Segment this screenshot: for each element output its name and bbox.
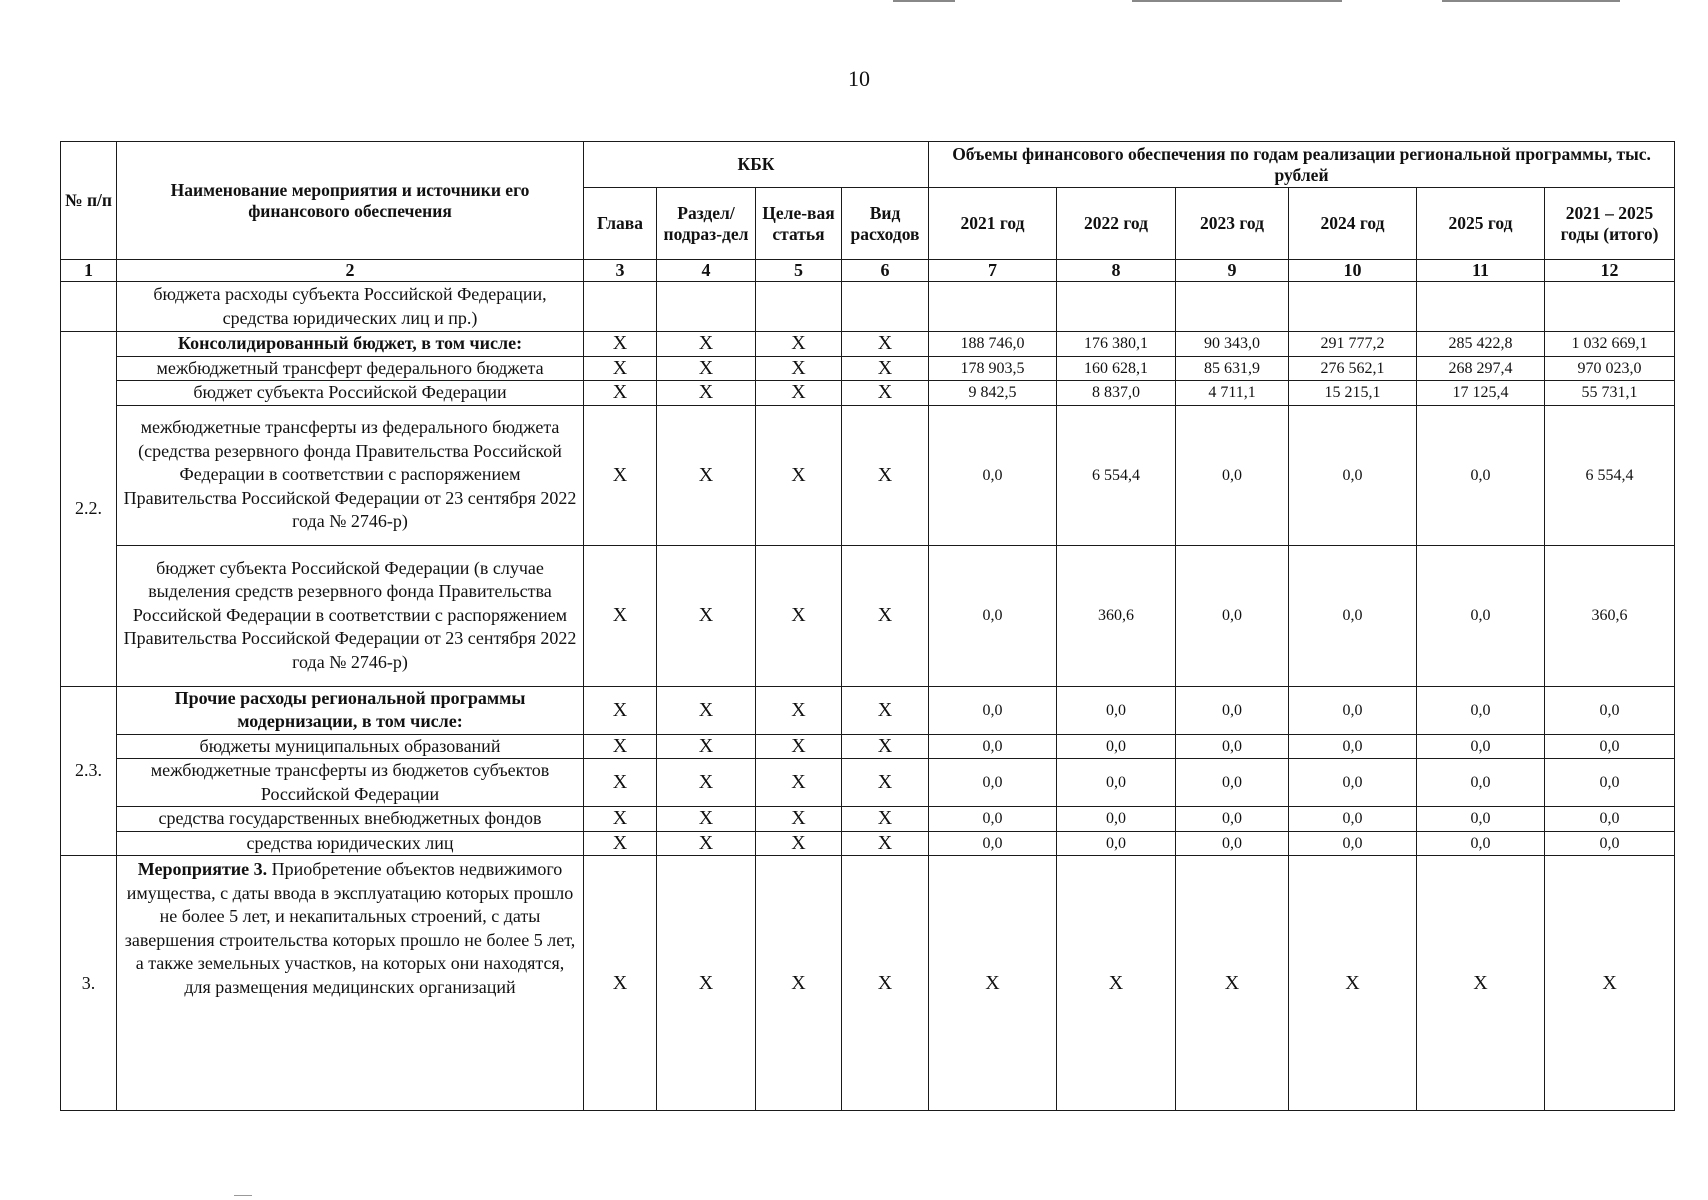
value-cell: 0,0	[929, 734, 1057, 759]
value-cell	[1417, 282, 1545, 332]
value-cell: X	[1289, 856, 1417, 1111]
value-cell: 188 746,0	[929, 332, 1057, 357]
kbk-cell: X	[584, 734, 657, 759]
value-cell: 285 422,8	[1417, 332, 1545, 357]
value-cell: X	[1545, 856, 1675, 1111]
value-cell: 0,0	[1417, 759, 1545, 807]
row-name: бюджеты муниципальных образований	[117, 734, 584, 759]
kbk-cell: X	[756, 356, 842, 381]
kbk-cell: X	[584, 686, 657, 734]
value-cell: 0,0	[1417, 405, 1545, 545]
value-cell: 0,0	[1545, 686, 1675, 734]
value-cell: 291 777,2	[1289, 332, 1417, 357]
header-name: Наименование мероприятия и источники его финансового обеспечения	[117, 142, 584, 260]
value-cell: X	[1057, 856, 1176, 1111]
row-name: Прочие расходы региональной программы модернизации, в том числе:	[117, 686, 584, 734]
value-cell: 0,0	[1176, 807, 1289, 832]
row-name: бюджет субъекта Российской Федерации (в случае выделения средств резервного фонда Правительства Российской Федерации в соответствии с распоряжением Правительства Российской Федерации от 23 сентября 2022 года № 2746-р)	[117, 545, 584, 686]
row-name: средства государственных внебюджетных фондов	[117, 807, 584, 832]
value-cell: 970 023,0	[1545, 356, 1675, 381]
value-cell: 0,0	[1545, 734, 1675, 759]
table-row	[61, 807, 1675, 832]
kbk-cell: X	[584, 856, 657, 1111]
scan-artifact-line	[1132, 0, 1342, 2]
column-number: 12	[1545, 260, 1675, 282]
value-cell: 1 032 669,1	[1545, 332, 1675, 357]
kbk-cell: X	[657, 356, 756, 381]
value-cell: 0,0	[1289, 405, 1417, 545]
column-number: 3	[584, 260, 657, 282]
value-cell: 6 554,4	[1057, 405, 1176, 545]
value-cell: 0,0	[929, 831, 1057, 856]
value-cell: 4 711,1	[1176, 381, 1289, 406]
kbk-cell: X	[842, 332, 929, 357]
row-number: 3.	[61, 856, 117, 1111]
value-cell: 0,0	[1417, 831, 1545, 856]
kbk-cell	[756, 282, 842, 332]
scan-artifact-mark	[234, 1195, 252, 1196]
value-cell: 0,0	[1057, 831, 1176, 856]
scan-artifact-line	[1442, 0, 1620, 2]
value-cell: 0,0	[929, 759, 1057, 807]
kbk-cell: X	[657, 405, 756, 545]
row-name	[117, 856, 584, 1111]
header-year-total: 2021 – 2025 годы (итого)	[1545, 188, 1675, 260]
header-year: 2023 год	[1176, 188, 1289, 260]
kbk-cell: X	[842, 831, 929, 856]
value-cell: 178 903,5	[929, 356, 1057, 381]
measure-description: Приобретение объектов недвижимого имущества, с даты ввода в эксплуатацию которых прошло не более 5 лет, и некапитальных строений, с даты завершения строительства которых прошло не более 5 лет, а также земельных участков, на которых они находятся, для размещения медицинских организаций	[124, 859, 576, 997]
value-cell: X	[1176, 856, 1289, 1111]
row-name: бюджета расходы субъекта Российской Федерации, средства юридических лиц и пр.)	[117, 282, 584, 332]
kbk-cell: X	[842, 405, 929, 545]
column-number-row	[61, 260, 1675, 282]
header-num: № п/п	[61, 142, 117, 260]
financing-table	[60, 141, 1675, 1111]
kbk-cell: X	[756, 405, 842, 545]
kbk-cell: X	[584, 332, 657, 357]
kbk-cell: X	[842, 686, 929, 734]
table-row	[61, 686, 1675, 734]
value-cell: 0,0	[1289, 759, 1417, 807]
header-year: 2021 год	[929, 188, 1057, 260]
kbk-cell: X	[657, 545, 756, 686]
kbk-cell: X	[584, 356, 657, 381]
row-number: 2.2.	[61, 332, 117, 687]
header-glava: Глава	[584, 188, 657, 260]
value-cell: 0,0	[1417, 734, 1545, 759]
kbk-cell: X	[756, 734, 842, 759]
header-row	[61, 142, 1675, 188]
table-row	[61, 381, 1675, 406]
kbk-cell: X	[657, 332, 756, 357]
header-kbk: КБК	[584, 142, 929, 188]
value-cell: 0,0	[1417, 686, 1545, 734]
kbk-cell: X	[756, 807, 842, 832]
kbk-cell: X	[584, 831, 657, 856]
value-cell: 8 837,0	[1057, 381, 1176, 406]
column-number: 11	[1417, 260, 1545, 282]
column-number: 5	[756, 260, 842, 282]
value-cell: 0,0	[929, 686, 1057, 734]
kbk-cell: X	[657, 381, 756, 406]
kbk-cell: X	[842, 381, 929, 406]
kbk-cell: X	[756, 686, 842, 734]
kbk-cell: X	[584, 545, 657, 686]
value-cell	[1289, 282, 1417, 332]
value-cell: 90 343,0	[1176, 332, 1289, 357]
row-name: средства юридических лиц	[117, 831, 584, 856]
value-cell: 0,0	[929, 807, 1057, 832]
value-cell: 0,0	[1176, 545, 1289, 686]
value-cell: 15 215,1	[1289, 381, 1417, 406]
kbk-cell: X	[842, 856, 929, 1111]
kbk-cell: X	[756, 381, 842, 406]
value-cell: 0,0	[929, 545, 1057, 686]
value-cell: 55 731,1	[1545, 381, 1675, 406]
value-cell: 0,0	[1417, 807, 1545, 832]
kbk-cell: X	[657, 734, 756, 759]
header-vid: Вид расходов	[842, 188, 929, 260]
kbk-cell: X	[756, 759, 842, 807]
value-cell: 0,0	[1176, 405, 1289, 545]
column-number: 8	[1057, 260, 1176, 282]
row-name: межбюджетный трансферт федерального бюджета	[117, 356, 584, 381]
kbk-cell: X	[756, 545, 842, 686]
kbk-cell: X	[657, 856, 756, 1111]
table-row	[61, 332, 1675, 357]
kbk-cell: X	[756, 831, 842, 856]
value-cell: 0,0	[1176, 759, 1289, 807]
column-number: 6	[842, 260, 929, 282]
value-cell: X	[1417, 856, 1545, 1111]
row-name: Консолидированный бюджет, в том числе:	[117, 332, 584, 357]
value-cell: 0,0	[1057, 807, 1176, 832]
kbk-cell: X	[657, 759, 756, 807]
row-name: бюджет субъекта Российской Федерации	[117, 381, 584, 406]
table-row	[61, 759, 1675, 807]
column-number: 10	[1289, 260, 1417, 282]
value-cell: 0,0	[1289, 686, 1417, 734]
value-cell: 0,0	[1417, 545, 1545, 686]
row-number-cell	[61, 282, 117, 332]
kbk-cell: X	[584, 759, 657, 807]
kbk-cell: X	[842, 356, 929, 381]
scan-artifact-line	[893, 0, 955, 2]
value-cell: 0,0	[1176, 734, 1289, 759]
kbk-cell: X	[756, 332, 842, 357]
kbk-cell: X	[657, 807, 756, 832]
value-cell: 0,0	[929, 405, 1057, 545]
kbk-cell	[584, 282, 657, 332]
value-cell: 0,0	[1057, 734, 1176, 759]
header-volumes: Объемы финансового обеспечения по годам реализации региональной программы, тыс. рублей	[929, 142, 1675, 188]
column-number: 7	[929, 260, 1057, 282]
value-cell: 0,0	[1289, 831, 1417, 856]
value-cell: 360,6	[1545, 545, 1675, 686]
kbk-cell: X	[657, 831, 756, 856]
header-razdel: Раздел/ подраз-дел	[657, 188, 756, 260]
column-number: 1	[61, 260, 117, 282]
value-cell: 160 628,1	[1057, 356, 1176, 381]
kbk-cell: X	[842, 545, 929, 686]
header-statya: Целе-вая статья	[756, 188, 842, 260]
column-number: 9	[1176, 260, 1289, 282]
value-cell: 0,0	[1545, 807, 1675, 832]
column-number: 4	[657, 260, 756, 282]
kbk-cell: X	[756, 856, 842, 1111]
page-number: 10	[848, 66, 870, 91]
table-row	[61, 405, 1675, 545]
value-cell: 0,0	[1289, 545, 1417, 686]
header-year: 2022 год	[1057, 188, 1176, 260]
table-row	[61, 734, 1675, 759]
kbk-cell: X	[842, 759, 929, 807]
value-cell: 268 297,4	[1417, 356, 1545, 381]
value-cell: 17 125,4	[1417, 381, 1545, 406]
kbk-cell: X	[584, 807, 657, 832]
value-cell	[1545, 282, 1675, 332]
value-cell: 0,0	[1176, 686, 1289, 734]
value-cell: 0,0	[1545, 831, 1675, 856]
table-row	[61, 356, 1675, 381]
value-cell: 85 631,9	[1176, 356, 1289, 381]
value-cell: 0,0	[1289, 807, 1417, 832]
row-name: межбюджетные трансферты из бюджетов субъектов Российской Федерации	[117, 759, 584, 807]
value-cell: 360,6	[1057, 545, 1176, 686]
value-cell: 9 842,5	[929, 381, 1057, 406]
value-cell	[929, 282, 1057, 332]
measure-label: Мероприятие 3.	[137, 859, 268, 879]
value-cell: 0,0	[1289, 734, 1417, 759]
kbk-cell	[842, 282, 929, 332]
kbk-cell	[657, 282, 756, 332]
value-cell	[1057, 282, 1176, 332]
row-number: 2.3.	[61, 686, 117, 856]
row-name: межбюджетные трансферты из федерального бюджета (средства резервного фонда Правительства Российской Федерации в соответствии с распоряжением Правительства Российской Федерации от 23 сентября 2022 года № 2746-р)	[117, 405, 584, 545]
kbk-cell: X	[584, 381, 657, 406]
kbk-cell: X	[842, 807, 929, 832]
kbk-cell: X	[657, 686, 756, 734]
header-year: 2025 год	[1417, 188, 1545, 260]
header-year: 2024 год	[1289, 188, 1417, 260]
value-cell: 0,0	[1057, 686, 1176, 734]
table-row	[61, 545, 1675, 686]
value-cell: 6 554,4	[1545, 405, 1675, 545]
table-row	[61, 282, 1675, 332]
value-cell: 0,0	[1176, 831, 1289, 856]
value-cell: 276 562,1	[1289, 356, 1417, 381]
value-cell: 0,0	[1057, 759, 1176, 807]
table-row	[61, 831, 1675, 856]
kbk-cell: X	[584, 405, 657, 545]
value-cell: 0,0	[1545, 759, 1675, 807]
value-cell: 176 380,1	[1057, 332, 1176, 357]
value-cell: X	[929, 856, 1057, 1111]
kbk-cell: X	[842, 734, 929, 759]
table-row	[61, 856, 1675, 1111]
column-number: 2	[117, 260, 584, 282]
value-cell	[1176, 282, 1289, 332]
